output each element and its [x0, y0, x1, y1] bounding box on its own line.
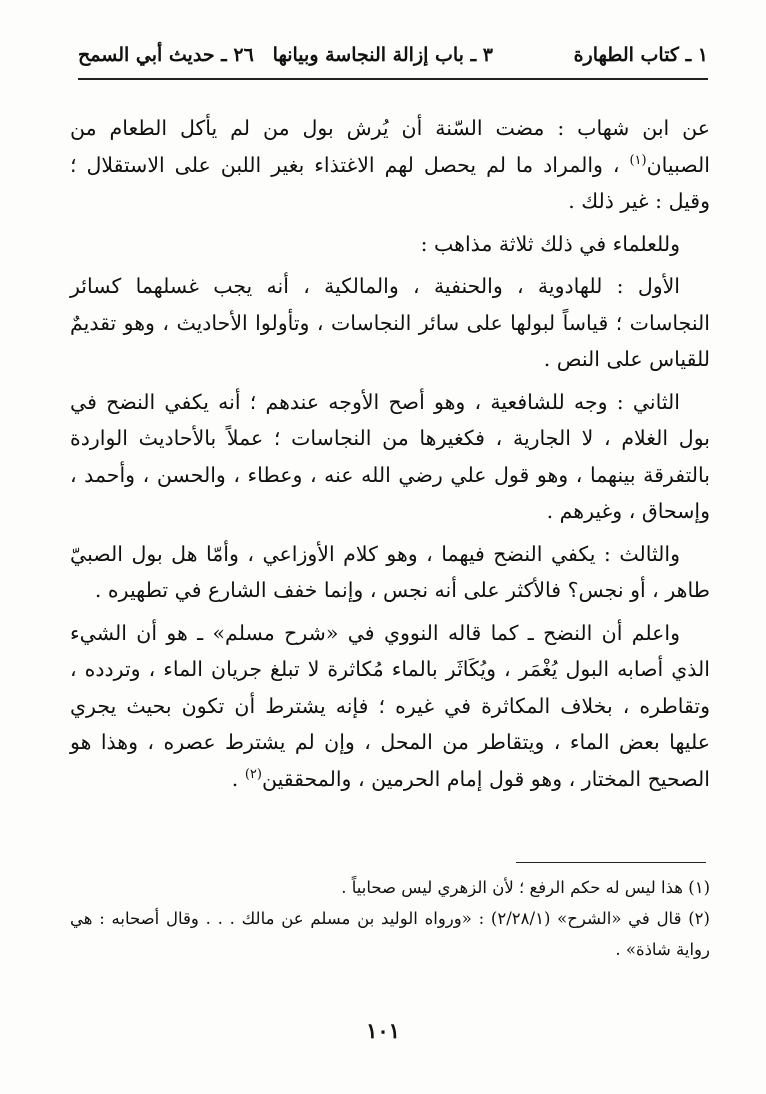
- footnotes: [70, 872, 710, 965]
- footnote-ref-2: (٢): [244, 766, 262, 782]
- footnote-ref-1: (١): [629, 152, 647, 168]
- paragraph-6-text: واعلم أن النضح ـ كما قاله النووي في «شرح مسلم» ـ هو أن الشيء الذي أصابه البول يُغْمَر ، ويُكَاثَر بالماء مُكاثرة لا تبلغ جريان الماء ، وتردده ، وتقاطره ، بخلاف المكاثرة في غيره ؛ فإنه يشترط أن تكون بحيث يجري عليها بعض الماء ، ويتقاطر من المحل ، وإن لم يشترط عصره ، وهذا هو الصحيح المختار ، وهو قول إمام الحرمين ، والمحققين: [70, 620, 710, 791]
- paragraph-4: الثاني : وجه للشافعية ، وهو أصح الأوجه عندهم ؛ أنه يكفي النضح في بول الغلام ، لا الجارية ، فكغيرها من النجاسات ؛ عملاً بالأحاديث الواردة بالتفرقة بينهما ، وهو قول علي رضي الله عنه ، وعطاء ، والحسن ، وأحمد ، وإسحاق ، وغيرهم .: [70, 389, 710, 523]
- paragraph-2: وللعلماء في ذلك ثلاثة مذاهب :: [420, 231, 680, 256]
- header-divider: [78, 78, 708, 80]
- running-header: [78, 40, 708, 76]
- page-number: ١٠١: [366, 1018, 400, 1043]
- main-text: [70, 110, 710, 803]
- footnote-1: (١) هذا ليس له حكم الرفع ؛ لأن الزهري ليس صحابياً .: [341, 878, 710, 897]
- paragraph-1-continuation: ، والمراد ما لم يحصل لهم الاغتذاء بغير اللبن على الاستقلال ؛ وقيل : غير ذلك .: [70, 152, 710, 213]
- paragraph-3: الأول : للهادوية ، والحنفية ، والمالكية ، أنه يجب غسلهما كسائر النجاسات ؛ قياساً لبولها على سائر النجاسات ، وتأولوا الأحاديث ، وهو تقديمٌ للقياس على النص .: [70, 274, 710, 371]
- paragraph-6: [70, 615, 710, 798]
- paragraph-6-continuation: .: [231, 766, 245, 791]
- header-hadith-title: ٢٦ ـ حديث أبي السمح: [78, 44, 254, 66]
- paragraph-5: والثالث : يكفي النضح فيهما ، وهو كلام الأوزاعي ، وأمّا هل بول الصبيّ طاهر ، أو نجس؟ فالأكثر على أنه نجس ، وإنما خفف الشارع في تطهيره .: [70, 541, 710, 602]
- header-book-title: ١ ـ كتاب الطهارة: [573, 44, 708, 66]
- footnote-2: (٢) قال في «الشرح» (٢/٢٨/١) : «ورواه الوليد بن مسلم عن مالك . . . وقال أصحابه : هي رواية شاذة» .: [70, 909, 710, 959]
- footnote-divider: [516, 862, 706, 863]
- paragraph-1-text: عن ابن شهاب : مضت السّنة أن يُرش بول من لم يأكل الطعام من الصبيان: [70, 116, 710, 177]
- paragraph-1: [70, 110, 710, 220]
- header-chapter-title: ٣ ـ باب إزالة النجاسة وبيانها: [272, 44, 493, 66]
